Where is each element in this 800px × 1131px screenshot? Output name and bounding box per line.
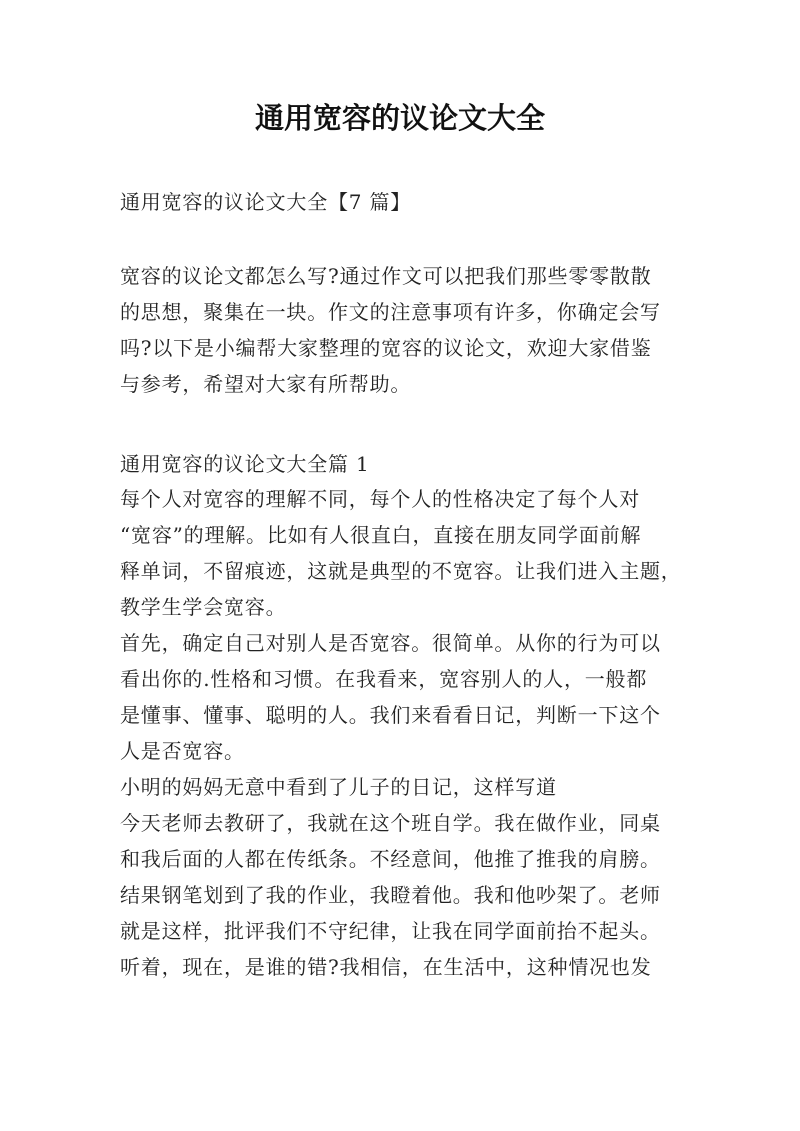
body-line: 是懂事、懂事、聪明的人。我们来看看日记，判断一下这个 [120, 703, 661, 727]
body-line: 和我后面的人都在传纸条。不经意间，他推了推我的肩膀。 [120, 847, 661, 871]
body-line: 听着，现在，是谁的错?我相信，在生活中，这种情况也发 [120, 955, 652, 979]
body-line: 结果钢笔划到了我的作业，我瞪着他。我和他吵架了。老师 [120, 883, 661, 907]
document-title: 通用宽容的议论文大全 [254, 101, 545, 135]
intro-line: 吗?以下是小编帮大家整理的宽容的议论文，欢迎大家借鉴 [120, 336, 652, 360]
intro-line: 的思想，聚集在一块。作文的注意事项有许多，你确定会写 [120, 300, 661, 324]
body-line: 小明的妈妈无意中看到了儿子的日记，这样写道 [120, 775, 557, 799]
body-line: 人是否宽容。 [120, 739, 245, 763]
body-line: 教学生学会宽容。 [120, 595, 287, 619]
body-line: 今天老师去教研了，我就在这个班自学。我在做作业，同桌 [120, 811, 661, 835]
section-heading: 通用宽容的议论文大全篇 1 [120, 452, 370, 476]
intro-line: 宽容的议论文都怎么写?通过作文可以把我们那些零零散散 [120, 264, 652, 288]
document-subtitle: 通用宽容的议论文大全【7 篇】 [120, 190, 412, 214]
body-line: 首先，确定自己对别人是否宽容。很简单。从你的行为可以 [120, 631, 661, 655]
body-line: 看出你的.性格和习惯。在我看来，宽容别人的人，一般都 [120, 667, 648, 691]
body-line: 就是这样，批评我们不守纪律，让我在同学面前抬不起头。 [120, 919, 661, 943]
intro-line: 与参考，希望对大家有所帮助。 [120, 372, 412, 396]
body-line: 每个人对宽容的理解不同，每个人的性格决定了每个人对 [120, 487, 640, 511]
body-line: 释单词，不留痕迹，这就是典型的不宽容。让我们进入主题， [120, 559, 682, 583]
body-line: “宽容”的理解。比如有人很直白，直接在朋友同学面前解 [120, 523, 642, 547]
